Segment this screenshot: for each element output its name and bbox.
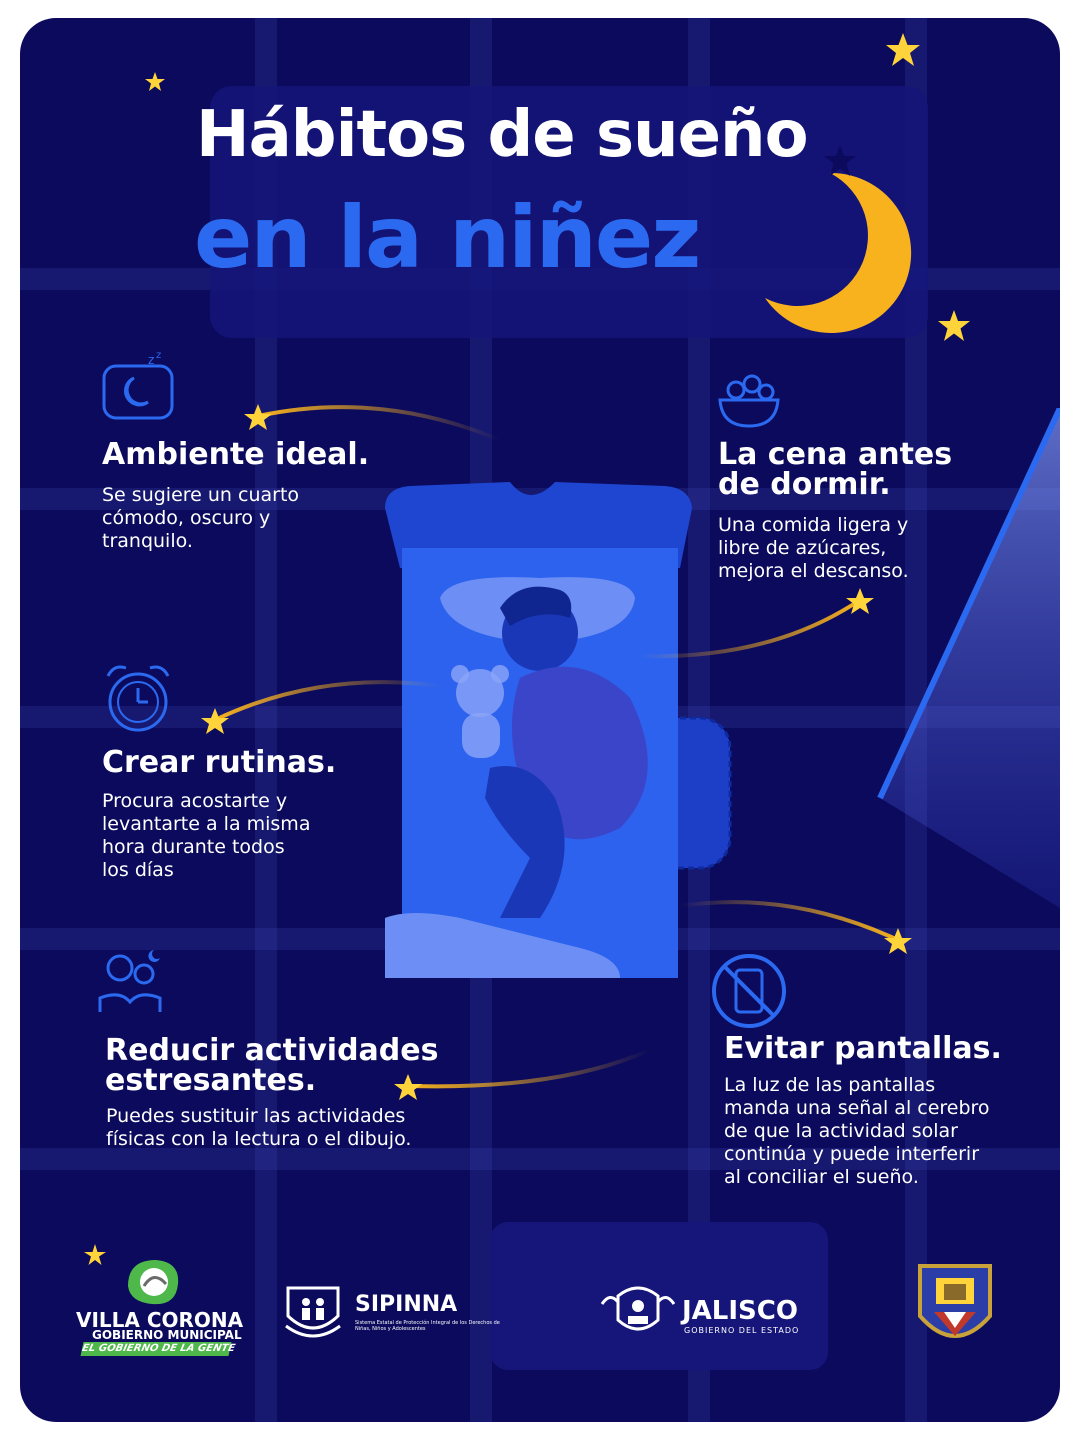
parent-child-reading-icon bbox=[94, 944, 166, 1016]
villa-corona-logo-icon bbox=[122, 1256, 182, 1308]
jalisco-name: JALISCO bbox=[682, 1296, 798, 1326]
section-title-cena: La cena antes de dormir. bbox=[718, 437, 953, 502]
villa-corona-sub: GOBIERNO MUNICIPAL bbox=[92, 1328, 242, 1342]
sipinna-sub: Sistema Estatal de Protección Integral de los Derechos de Niñas, Niños y Adolescentes bbox=[355, 1320, 500, 1332]
section-text-cena: Una comida ligera y libre de azúcares, mejora el descanso. bbox=[718, 514, 909, 582]
pillow-moon-icon bbox=[100, 350, 176, 422]
section-title-ambiente: Ambiente ideal. bbox=[102, 437, 370, 472]
alarm-clock-icon bbox=[100, 660, 176, 740]
sipinna-name: SIPINNA bbox=[355, 1292, 458, 1317]
villa-corona-tagline: EL GOBIERNO DE LA GENTE bbox=[80, 1343, 237, 1354]
jalisco-coat-of-arms-icon bbox=[598, 1276, 678, 1342]
food-bowl-icon bbox=[716, 370, 782, 430]
svg-text:z: z bbox=[156, 350, 162, 361]
section-text-ambiente: Se sugiere un cuarto cómodo, oscuro y tranquilo. bbox=[102, 484, 300, 552]
section-text-pantallas: La luz de las pantallas manda una señal al cerebro de que la actividad solar continúa y puede interferir al conciliar el sueño. bbox=[724, 1074, 990, 1188]
villa-corona-name: VILLA CORONA bbox=[76, 1308, 244, 1332]
section-title-actividades: Reducir actividades estresantes. bbox=[105, 1033, 439, 1098]
no-phone-icon bbox=[710, 952, 788, 1030]
section-text-rutinas: Procura acostarte y levantarte a la misma hora durante todos los días bbox=[102, 790, 311, 881]
jalisco-sub: GOBIERNO DEL ESTADO bbox=[684, 1326, 800, 1335]
page-subtitle: en la niñez bbox=[194, 188, 700, 288]
section-title-pantallas: Evitar pantallas. bbox=[724, 1031, 1002, 1066]
page-title: Hábitos de sueño bbox=[196, 98, 808, 172]
municipal-crest-icon bbox=[910, 1256, 1000, 1356]
section-title-rutinas: Crear rutinas. bbox=[102, 745, 337, 780]
svg-text:z: z bbox=[148, 353, 155, 367]
sipinna-logo-icon bbox=[282, 1280, 344, 1342]
section-text-actividades: Puedes sustituir las actividades físicas con la lectura o el dibujo. bbox=[106, 1105, 412, 1150]
